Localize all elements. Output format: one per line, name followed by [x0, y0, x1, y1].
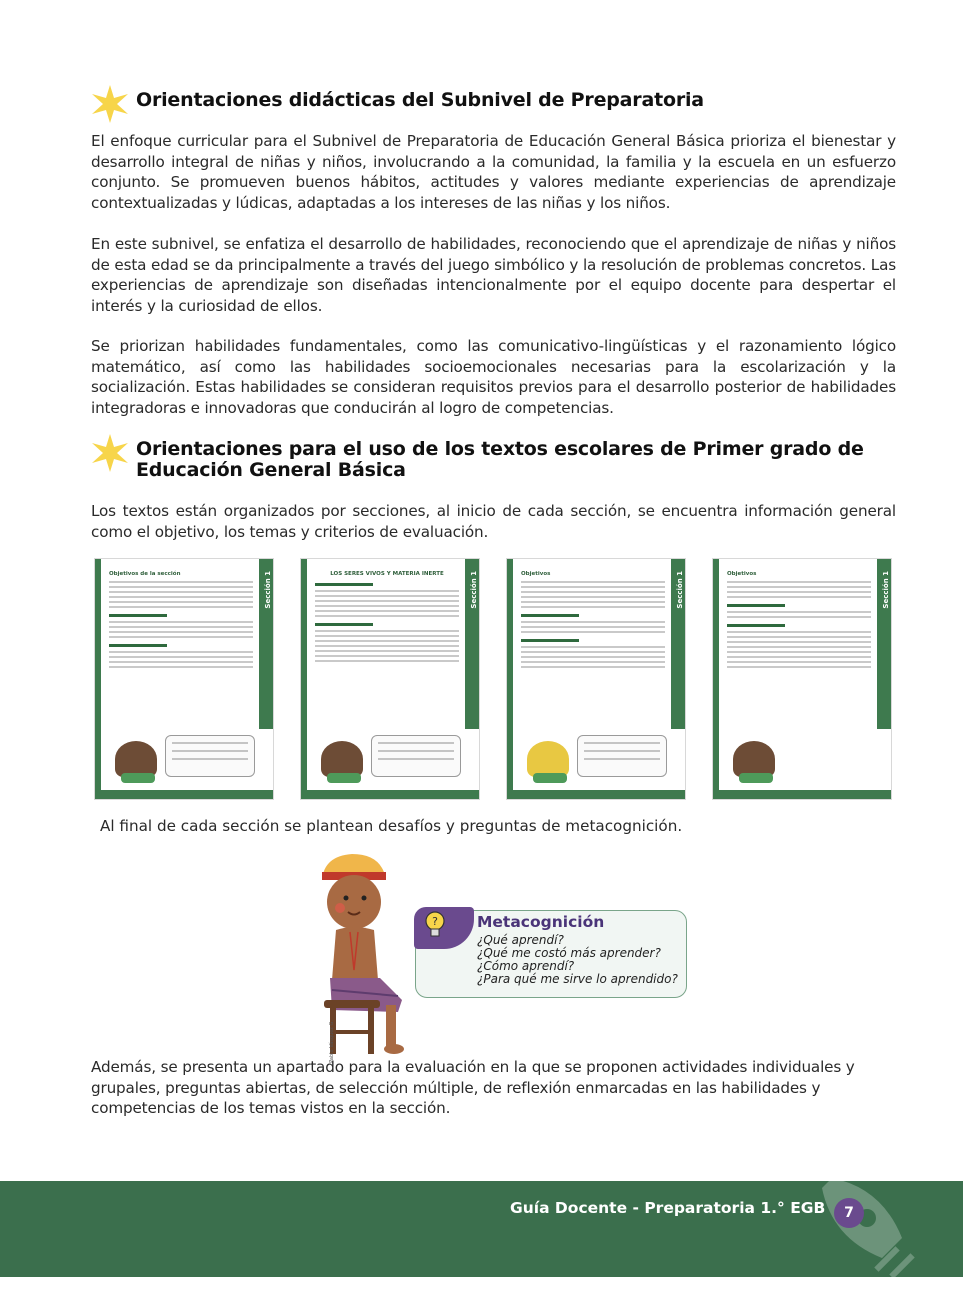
page-number: 7: [834, 1198, 864, 1228]
metacognition-question: ¿Cómo aprendí?: [477, 959, 575, 973]
child-illustration: [321, 741, 363, 777]
thumbnail-title: Objetivos: [727, 571, 757, 577]
metacognition-question: ¿Qué me costó más aprender?: [477, 946, 661, 960]
thumbnail-title: LOS SERES VIVOS Y MATERIA INERTE: [330, 571, 444, 577]
child-character-illustration: [310, 850, 420, 1060]
rocket-icon: [812, 1168, 922, 1278]
section-heading-didacticas: [90, 90, 704, 124]
section-title: Orientaciones didácticas del Subnivel de Preparatoria: [136, 89, 704, 111]
metacognition-question: ¿Para qué me sirve lo aprendido?: [477, 972, 678, 986]
section-tab: Sección 1: [259, 559, 273, 729]
section-title: Orientaciones para el uso de los textos escolares de Primer grado de Educación General Básica: [136, 438, 864, 481]
thumbnail-title: Objetivos de la sección: [109, 571, 181, 577]
textbook-page-thumbnail: [94, 558, 274, 800]
child-illustration: [527, 741, 569, 777]
section-heading-textos: [90, 439, 900, 481]
textbook-page-thumbnail: [712, 558, 892, 800]
paragraph: El enfoque curricular para el Subnivel de Preparatoria de Educación General Básica prioriza el bienestar y desarrollo integral de niñas y niños, involucrando a la comunidad, la familia y la escuela en un esfuerzo conjunto. Se promueven buenos hábitos, actitudes y valores mediante experiencias de aprendizaje contextualizadas y lúdicas, adaptadas a los intereses de las niñas y los niños.: [91, 132, 896, 212]
svg-text:?: ?: [432, 915, 438, 928]
textbook-page-thumbnail: [506, 558, 686, 800]
paragraph: Se priorizan habilidades fundamentales, como las comunicativo-lingüísticas y el razonamiento lógico matemático, así como las habilidades socioemocionales necesarias para la escolarización y la socialización. Estas habilidades se consideran requisitos previos para el desarrollo posterior de habilidades integradoras e innovadoras que conducirán al logro de competencias.: [91, 337, 896, 417]
section-tab: Sección 1: [671, 559, 685, 729]
metacognition-question: ¿Qué aprendí?: [477, 933, 564, 947]
thumbnail-title: Objetivos: [521, 571, 551, 577]
textbook-page-thumbnail: [300, 558, 480, 800]
intro-paragraph: Los textos están organizados por secciones, al inicio de cada sección, se encuentra información general como el objetivo, los temas y criterios de evaluación.: [91, 502, 896, 541]
metacognition-title: Metacognición: [477, 913, 605, 931]
child-illustration: [733, 741, 775, 777]
lightbulb-icon: [424, 910, 446, 940]
footer-title: Guía Docente - Preparatoria 1.° EGB: [510, 1199, 826, 1217]
section-tab: Sección 1: [465, 559, 479, 729]
child-illustration: [115, 741, 157, 777]
paragraph: En este subnivel, se enfatiza el desarrollo de habilidades, reconociendo que el aprendizaje de niñas y niños de esta edad se da principalmente a través del juego simbólico y la resolución de problemas concretos. Las experiencias de aprendizaje son diseñadas intencionalmente por el equipo docente para despertar el interés y la curiosidad de ellos.: [91, 235, 896, 315]
illustration-credit: Pablo Vásquez G.: [329, 1020, 335, 1063]
star-icon: [90, 84, 130, 124]
section-tab: Sección 1: [877, 559, 891, 729]
caption: Al final de cada sección se plantean desafíos y preguntas de metacognición.: [100, 817, 683, 835]
star-icon: [90, 433, 130, 473]
closing-paragraph: Además, se presenta un apartado para la evaluación en la que se proponen actividades individuales y grupales, preguntas abiertas, de selección múltiple, de reflexión enmarcadas en las habilidades y competencias de los temas vistos en la sección.: [91, 1058, 855, 1118]
